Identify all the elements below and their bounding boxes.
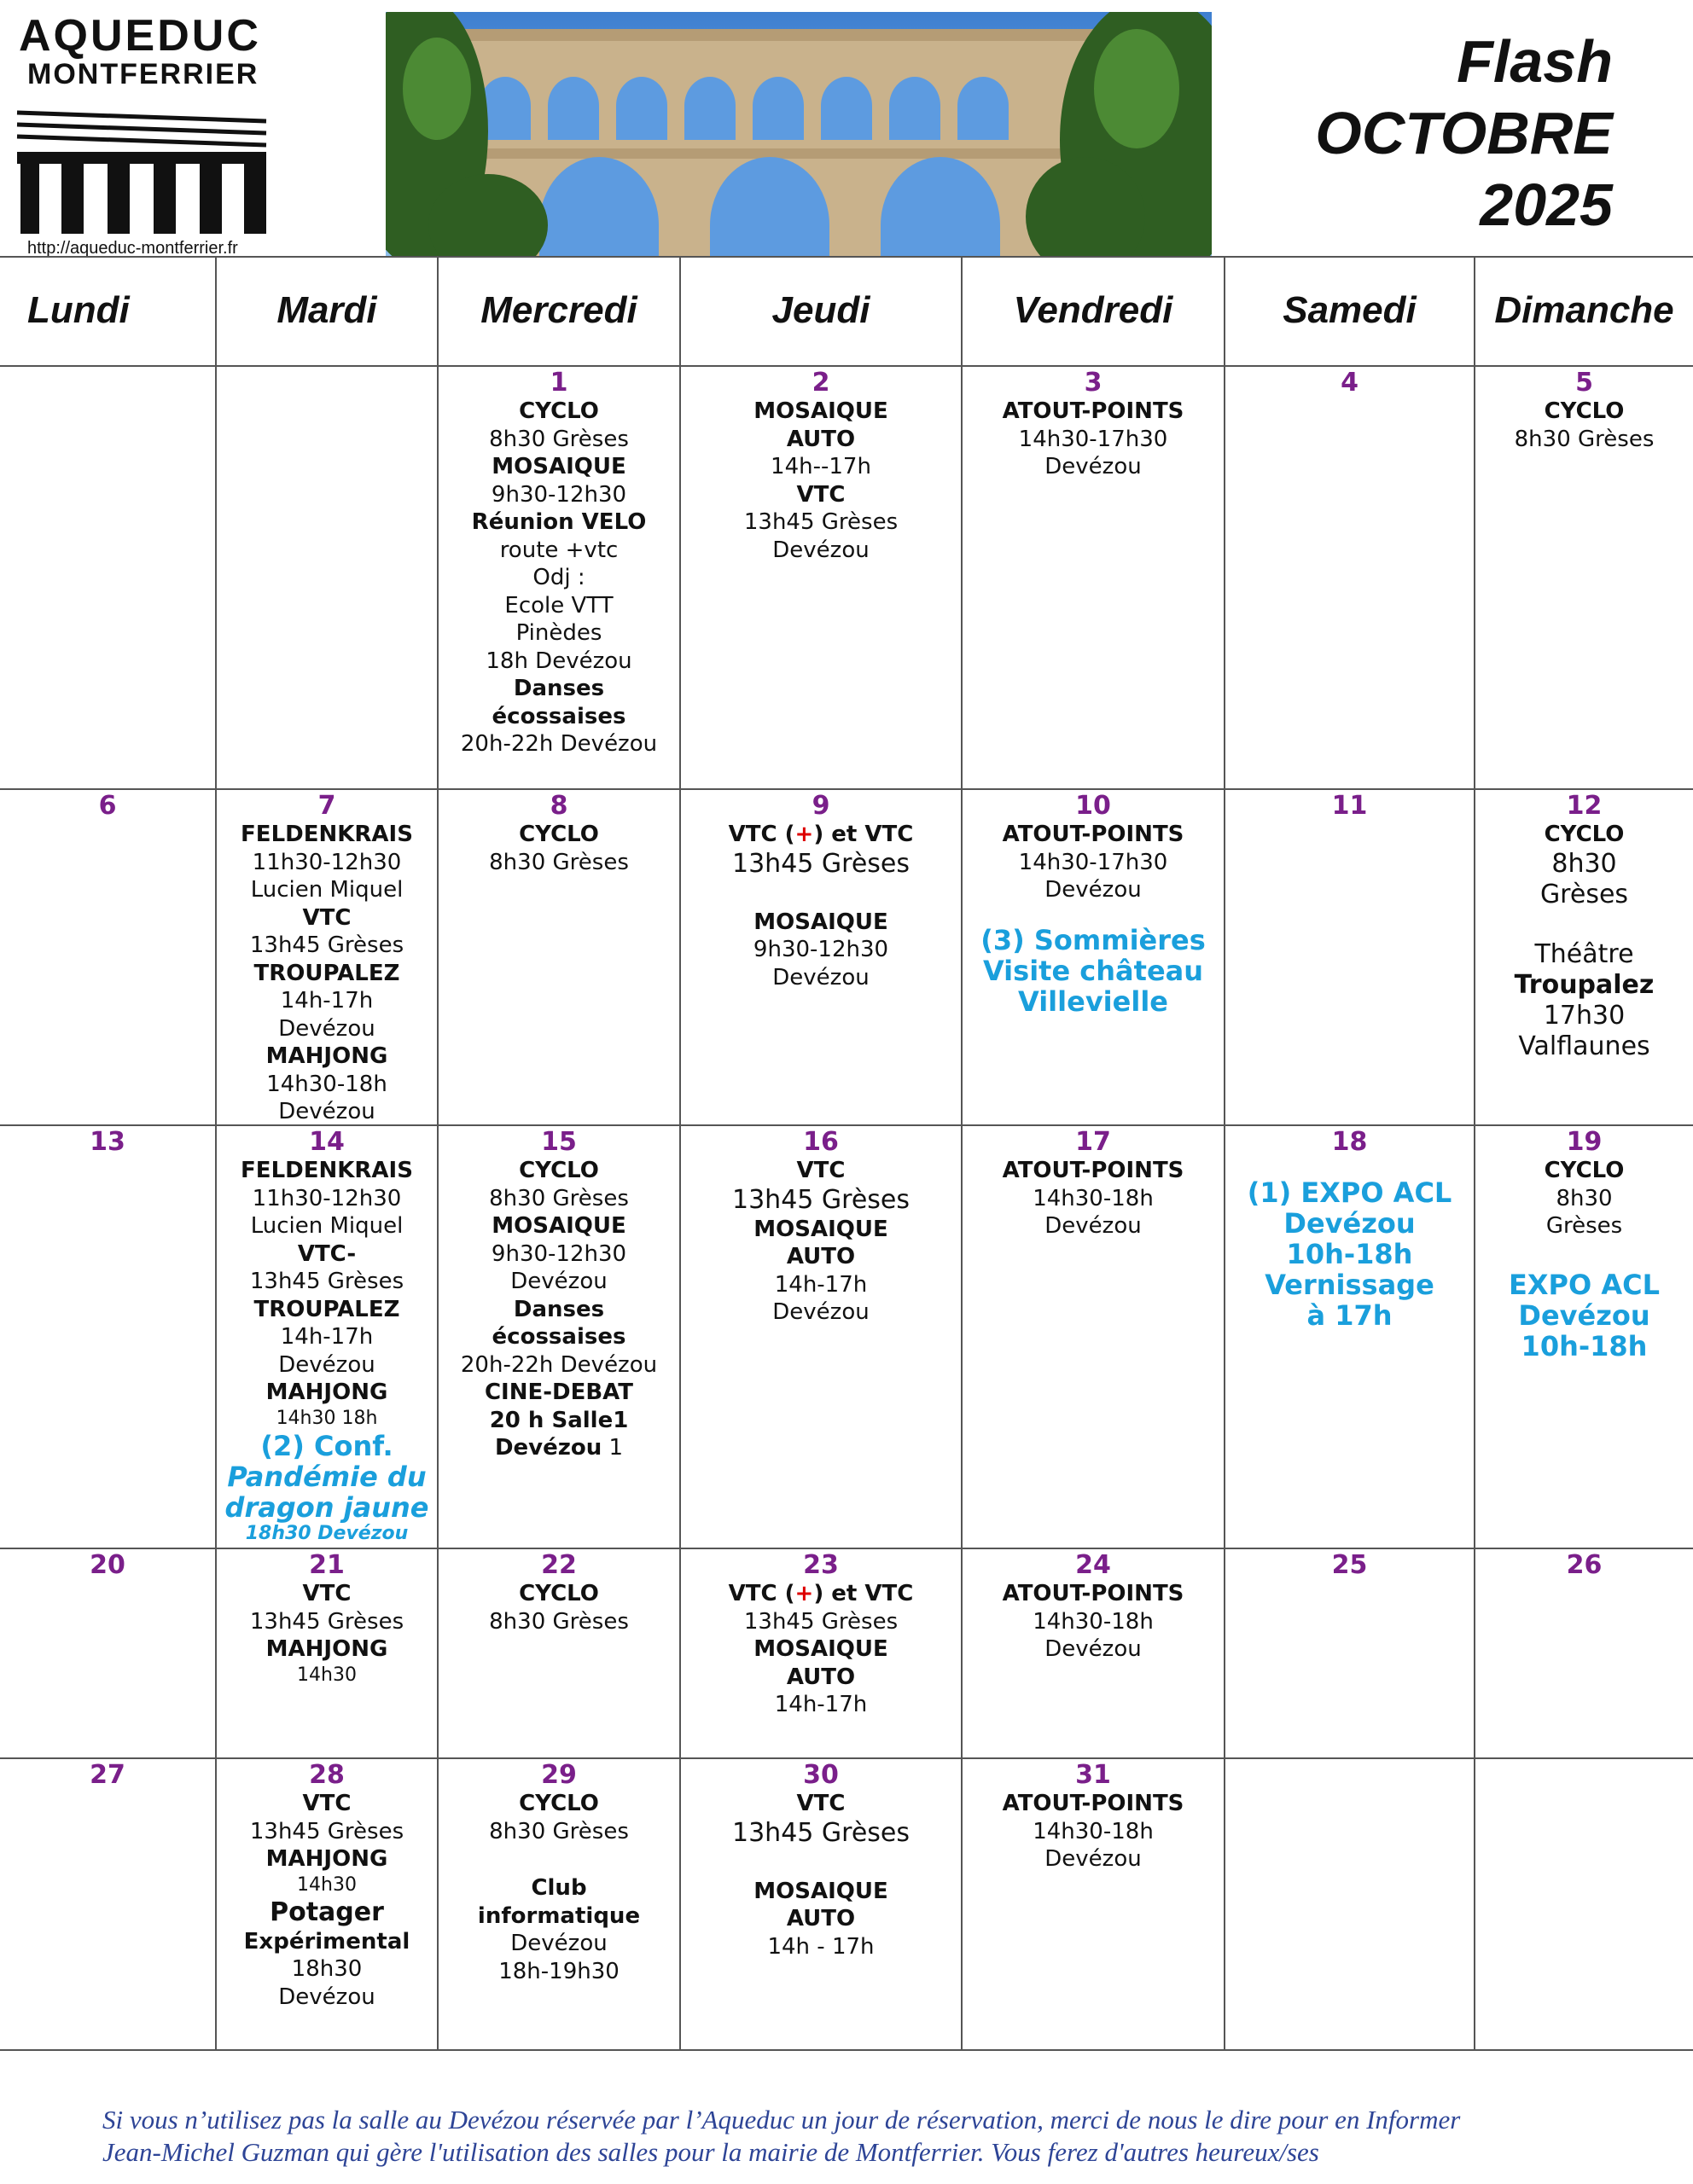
- event-line: 9h30-12h30: [491, 481, 627, 508]
- day-number: 28: [309, 1760, 345, 1790]
- event-line: à 17h: [1306, 1299, 1393, 1332]
- event-line: Expérimental: [243, 1928, 410, 1955]
- event-line: MAHJONG: [265, 1636, 388, 1662]
- weekday-lundi: Lundi: [27, 289, 130, 331]
- event-line: MOSAIQUE: [753, 1636, 888, 1662]
- day-cell-22: [437, 1549, 679, 1757]
- week-row: [0, 1757, 1693, 2049]
- event-line: MAHJONG: [265, 1043, 388, 1069]
- event-line: ATOUT-POINTS: [1002, 1158, 1184, 1183]
- event-line: FELDENKRAIS: [241, 822, 413, 847]
- event-line: EXPO ACL: [1509, 1268, 1660, 1301]
- event-line: CYCLO: [519, 1158, 599, 1183]
- event-line: MAHJONG: [265, 1380, 388, 1405]
- day-cell-12: [1474, 790, 1693, 1124]
- event-line: CYCLO: [519, 398, 599, 424]
- event-line: Odj :: [532, 565, 585, 590]
- day-number: 5: [1575, 368, 1593, 398]
- event-text: VTC (: [728, 822, 795, 847]
- event-line: Devézou: [278, 1351, 375, 1378]
- event-line: 8h30 Grèses: [489, 1608, 629, 1635]
- empty-day-cell: [215, 367, 437, 788]
- day-cell-29: [437, 1759, 679, 2049]
- event-line: (1) EXPO ACL: [1247, 1176, 1452, 1209]
- event-line: CYCLO: [519, 822, 599, 847]
- event-line: Club: [531, 1875, 587, 1901]
- event-line: dragon jaune: [224, 1490, 429, 1524]
- event-line: 13h45 Grèses: [249, 932, 404, 958]
- event-line: 18h Devézou: [486, 648, 632, 674]
- empty-day-cell: [0, 367, 215, 788]
- event-line: écossaises: [492, 1324, 626, 1350]
- event-line: Devézou: [510, 1269, 608, 1294]
- day-number: 8: [550, 791, 568, 821]
- event-line: Devézou: [1044, 1213, 1142, 1239]
- event-line: 14h-17h: [774, 1271, 868, 1298]
- event-line: MOSAIQUE: [492, 1213, 626, 1239]
- event-line: Devézou: [278, 1015, 375, 1042]
- aqueduct-logo-icon: [14, 101, 270, 237]
- event-line: Devézou: [1044, 1636, 1142, 1662]
- event-line: 17h30: [1543, 1000, 1626, 1031]
- event-line: Ecole VTT: [504, 592, 614, 619]
- day-cell-18: [1224, 1126, 1474, 1548]
- day-cell-27: [0, 1759, 215, 2049]
- weekday-dimanche: Dimanche: [1474, 258, 1693, 365]
- day-number: 13: [90, 1127, 125, 1157]
- event-line: 20 h Salle1: [489, 1407, 629, 1433]
- day-number: 18: [1331, 1127, 1368, 1157]
- event-line: Pandémie du: [227, 1460, 427, 1493]
- event-line: [439, 1434, 679, 1462]
- day-cell-28: [215, 1759, 437, 2049]
- day-cell-3: [961, 367, 1224, 788]
- event-line: 14h--17h: [771, 454, 871, 479]
- logo-subtitle: MONTFERRIER: [27, 58, 259, 90]
- plus-marker: +: [794, 1581, 814, 1606]
- event-line: CYCLO: [519, 1791, 599, 1816]
- day-number: 11: [1331, 791, 1368, 821]
- event-line: MOSAIQUE: [753, 1878, 888, 1904]
- event-line: VTC: [302, 904, 352, 931]
- weekday-samedi: Samedi: [1224, 258, 1474, 365]
- week-row: [0, 365, 1693, 788]
- footer-note: [102, 2104, 1638, 2169]
- event-line: MAHJONG: [265, 1846, 388, 1872]
- event-line: 14h30-18h: [1033, 1608, 1154, 1635]
- aqueduct-photo: [386, 12, 1212, 256]
- day-cell-17: [961, 1126, 1224, 1548]
- event-line: 14h30: [297, 1873, 357, 1896]
- day-number: 24: [1075, 1550, 1111, 1580]
- day-number: 19: [1566, 1127, 1603, 1157]
- title-line-month: OCTOBRE: [1315, 100, 1613, 166]
- event-line: 10h-18h: [1521, 1329, 1648, 1362]
- event-line: 11h30-12h30: [252, 849, 402, 875]
- week-row: [0, 788, 1693, 1124]
- title-line-flash: Flash: [1457, 28, 1613, 95]
- day-number: 14: [309, 1127, 345, 1157]
- event-line: 13h45 Grèses: [743, 509, 899, 535]
- event-line: 10h-18h: [1286, 1238, 1413, 1270]
- day-number: 20: [90, 1550, 125, 1580]
- week-row: [0, 1124, 1693, 1548]
- footer-line-2: Jean-Michel Guzman qui gère l'utilisation des salles pour la mairie de Montferrier. Vous ferez d'autres heureux/ses: [102, 2137, 1319, 2167]
- footer-line-1: Si vous n’utilisez pas la salle au Devézou réservée par l’Aqueduc un jour de réservation, merci de nous le dire pour en Informer: [102, 2105, 1461, 2135]
- day-cell-25: [1224, 1549, 1474, 1757]
- event-line: MOSAIQUE: [753, 909, 888, 935]
- event-line: Lucien Miquel: [250, 877, 404, 903]
- spacer: [1475, 910, 1693, 939]
- event-line: 9h30-12h30: [491, 1240, 627, 1267]
- website-url: http://aqueduc-montferrier.fr: [27, 239, 238, 258]
- week-row: [0, 1548, 1693, 1757]
- weekday-jeudi: Jeudi: [679, 258, 961, 365]
- day-cell-11: [1224, 790, 1474, 1124]
- event-line: 14h30 18h: [276, 1407, 378, 1429]
- spacer: [681, 880, 961, 909]
- event-line: Devézou: [278, 1099, 375, 1124]
- day-number: 21: [309, 1550, 345, 1580]
- event-line: VTC: [302, 1791, 352, 1816]
- event-line: 9h30-12h30: [753, 937, 889, 962]
- event-line: CINE-DEBAT: [484, 1380, 634, 1405]
- day-cell-13: [0, 1126, 215, 1548]
- event-line: CYCLO: [1544, 822, 1625, 847]
- day-number: 12: [1566, 791, 1603, 821]
- day-number: 22: [541, 1550, 577, 1580]
- event-line: AUTO: [786, 1664, 856, 1690]
- spacer: [1475, 1240, 1693, 1269]
- empty-day-cell: [1224, 1759, 1474, 2049]
- event-line: 18h30 Devézou: [245, 1522, 409, 1544]
- day-number: 10: [1075, 791, 1111, 821]
- day-number: 1: [550, 368, 568, 398]
- event-line: 14h30-18h: [1033, 1818, 1154, 1844]
- event-line: Théâtre: [1534, 938, 1634, 969]
- event-line: Devézou: [510, 1931, 608, 1956]
- event-line: 14h30-17h30: [1018, 849, 1168, 875]
- weekday-vendredi: Vendredi: [961, 258, 1224, 365]
- day-number: 26: [1566, 1550, 1603, 1580]
- event-line: 14h30-18h: [266, 1071, 387, 1097]
- event-line: VTC-: [297, 1240, 357, 1267]
- logo-title: AQUEDUC: [19, 11, 261, 61]
- event-line: VTC: [796, 1158, 846, 1183]
- event-line: Vernissage: [1265, 1269, 1434, 1301]
- event-line: ATOUT-POINTS: [1002, 822, 1184, 847]
- event-line: 14h-17h: [774, 1692, 868, 1717]
- event-line: 11h30-12h30: [252, 1185, 402, 1211]
- day-cell-8: [437, 790, 679, 1124]
- event-line: (2) Conf.: [260, 1429, 393, 1462]
- flash-title: [1315, 26, 1613, 241]
- weekday-header-row: [0, 256, 1693, 365]
- event-line: [681, 1580, 961, 1608]
- plus-marker: +: [794, 822, 814, 847]
- event-line: VTC: [796, 1791, 846, 1816]
- spacer: [681, 1849, 961, 1878]
- event-line: 14h-17h: [280, 988, 374, 1014]
- day-cell-30: [679, 1759, 961, 2049]
- event-line: FELDENKRAIS: [241, 1158, 413, 1183]
- event-line: 13h45 Grèses: [732, 1817, 910, 1848]
- aqueduc-logo: [12, 12, 387, 256]
- event-line: Lucien Miquel: [250, 1213, 404, 1239]
- day-cell-15: [437, 1126, 679, 1548]
- event-line: Visite château: [982, 954, 1204, 987]
- day-number: 15: [541, 1127, 577, 1157]
- day-number: 6: [98, 791, 117, 821]
- event-line: Devézou: [1044, 1846, 1142, 1872]
- event-line: TROUPALEZ: [253, 960, 400, 986]
- day-number: 23: [803, 1550, 839, 1580]
- weekday-mercredi: Mercredi: [437, 258, 679, 365]
- event-line: Devézou: [772, 964, 870, 990]
- event-line: Devézou: [772, 537, 870, 563]
- event-line: ATOUT-POINTS: [1002, 398, 1184, 424]
- spacer: [1225, 1157, 1474, 1177]
- empty-day-cell: [1474, 1759, 1693, 2049]
- day-number: 25: [1331, 1550, 1368, 1580]
- event-line: MOSAIQUE: [492, 454, 626, 479]
- day-number: 31: [1075, 1760, 1111, 1790]
- event-line: Danses: [513, 676, 605, 701]
- event-text-after: ) et VTC: [813, 1581, 914, 1606]
- page-header: [0, 0, 1693, 256]
- event-line: 14h - 17h: [767, 1933, 875, 1960]
- event-line: MOSAIQUE: [753, 398, 888, 424]
- event-line: CYCLO: [519, 1581, 599, 1606]
- event-line: 18h30: [291, 1956, 363, 1982]
- event-line: ATOUT-POINTS: [1002, 1791, 1184, 1816]
- event-line: MOSAIQUE: [753, 1216, 888, 1242]
- event-line: 8h30 Grèses: [489, 1818, 629, 1844]
- event-line: 13h45 Grèses: [249, 1608, 404, 1635]
- day-cell-16: [679, 1126, 961, 1548]
- day-cell-10: [961, 790, 1224, 1124]
- event-line: AUTO: [786, 426, 856, 452]
- day-number: 2: [812, 368, 830, 398]
- event-line: informatique: [477, 1902, 641, 1929]
- event-line: Troupalez: [1514, 969, 1655, 1000]
- spacer: [439, 1845, 679, 1874]
- event-line: AUTO: [786, 1244, 856, 1269]
- event-line: CYCLO: [1544, 398, 1625, 424]
- day-number: 4: [1341, 368, 1358, 398]
- event-line: VTC: [796, 481, 846, 508]
- event-line: 13h45 Grèses: [249, 1269, 404, 1294]
- day-cell-5: [1474, 367, 1693, 788]
- event-line: 8h30: [1551, 848, 1617, 879]
- event-text-after: ) et VTC: [813, 822, 914, 847]
- event-line: 13h45 Grèses: [732, 1184, 910, 1215]
- day-cell-9: [679, 790, 961, 1124]
- day-cell-14: [215, 1126, 437, 1548]
- event-line: 14h30-17h30: [1018, 426, 1168, 452]
- event-line: Potager: [270, 1896, 384, 1927]
- event-text: Devézou: [494, 1435, 602, 1461]
- day-number: 30: [803, 1760, 839, 1790]
- event-line: AUTO: [786, 1906, 856, 1931]
- day-cell-2: [679, 367, 961, 788]
- day-number: 16: [803, 1127, 839, 1157]
- event-line: écossaises: [492, 703, 626, 729]
- event-line: Danses: [513, 1296, 605, 1322]
- event-line: Devézou: [1283, 1207, 1416, 1240]
- event-text: VTC (: [728, 1581, 795, 1606]
- day-cell-19: [1474, 1126, 1693, 1548]
- day-cell-7: [215, 790, 437, 1124]
- event-line: 8h30 Grèses: [489, 849, 629, 875]
- event-line: [681, 821, 961, 849]
- event-line: route +vtc: [499, 537, 619, 563]
- event-line: Devézou: [772, 1299, 870, 1325]
- day-cell-4: [1224, 367, 1474, 788]
- event-line: 13h45 Grèses: [249, 1818, 404, 1844]
- event-line: 14h-17h: [280, 1324, 374, 1350]
- day-number: 7: [317, 791, 336, 821]
- event-line: Grèses: [1539, 879, 1629, 909]
- event-line: 13h45 Grèses: [743, 1608, 899, 1635]
- day-cell-20: [0, 1549, 215, 1757]
- event-line: Devézou: [1044, 454, 1142, 479]
- event-line: Valflaunes: [1518, 1031, 1650, 1061]
- day-number: 29: [541, 1760, 577, 1790]
- event-line: 20h-22h Devézou: [460, 731, 658, 757]
- event-line: Villevielle: [1018, 985, 1168, 1018]
- day-cell-1: [437, 367, 679, 788]
- event-line: CYCLO: [1544, 1158, 1625, 1183]
- event-line: 14h30-18h: [1033, 1185, 1154, 1211]
- event-line: 14h30: [297, 1664, 357, 1686]
- event-line: 20h-22h Devézou: [460, 1351, 658, 1378]
- event-line: ATOUT-POINTS: [1002, 1581, 1184, 1606]
- day-cell-21: [215, 1549, 437, 1757]
- day-cell-26: [1474, 1549, 1693, 1757]
- day-number: 9: [812, 791, 830, 821]
- day-number: 27: [90, 1760, 125, 1790]
- day-number: 17: [1075, 1127, 1111, 1157]
- day-cell-31: [961, 1759, 1224, 2049]
- event-line: Devézou: [1518, 1298, 1650, 1332]
- event-line: Pinèdes: [515, 620, 602, 646]
- weekday-mardi: Mardi: [215, 258, 437, 365]
- day-cell-24: [961, 1549, 1224, 1757]
- event-line: TROUPALEZ: [253, 1296, 400, 1322]
- event-line: 8h30: [1556, 1185, 1613, 1211]
- day-cell-6: [0, 790, 215, 1124]
- event-line: Devézou: [278, 1984, 375, 2010]
- event-text-after: 1: [602, 1435, 624, 1461]
- day-cell-23: [679, 1549, 961, 1757]
- day-number: 3: [1084, 368, 1102, 398]
- event-line: 8h30 Grèses: [489, 426, 629, 452]
- event-line: VTC: [302, 1581, 352, 1606]
- event-line: 18h-19h30: [498, 1958, 620, 1984]
- event-line: Grèses: [1545, 1213, 1623, 1239]
- event-line: (3) Sommières: [980, 923, 1206, 956]
- spacer: [963, 904, 1224, 925]
- event-line: Réunion VELO: [471, 509, 647, 535]
- event-line: 8h30 Grèses: [1514, 426, 1655, 452]
- event-line: Devézou: [1044, 877, 1142, 903]
- event-line: 13h45 Grèses: [732, 848, 910, 879]
- title-line-year: 2025: [1480, 171, 1613, 238]
- event-line: 8h30 Grèses: [489, 1185, 629, 1211]
- calendar-bottom-border: [0, 2049, 1693, 2051]
